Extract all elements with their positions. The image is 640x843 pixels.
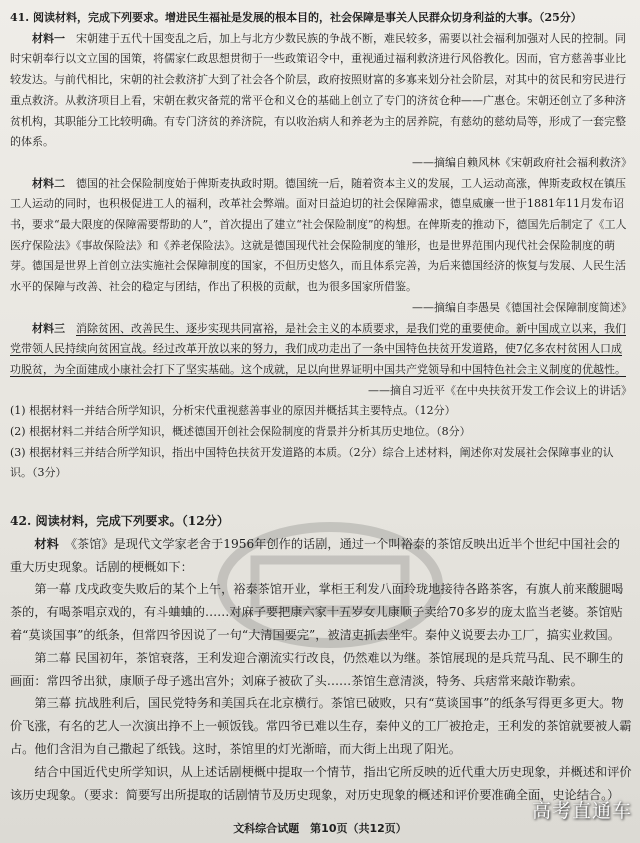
- question-41: [10, 8, 632, 484]
- material-2-label: 材料二: [32, 176, 65, 190]
- page-footer: 文科综合试题 第10页（共12页）: [233, 822, 407, 835]
- material-2-text: 德国的社会保险制度始于俾斯麦执政时期。德国统一后，随着资本主义的发展，工人运动高涨，俾斯麦政权在镇压工人运动的同时，也积极促进工人的福利，改革社会弊端。面对日益迫切的社会保障需求，德皇威廉一世于1881年11月发布诏书，要求“最大限度的保障需要帮助的人”，首次提出了建立“社会保险制度”的构想。在俾斯麦的推动下，德国先后制定了《工人医疗保险法》《事故保险法》和《养老保险法》。这就是德国现代社会保险制度的雏形，也是世界范围内现代社会保险制度的萌芽。德国是世界上首创立法实施社会保障制度的国家，不但历史悠久，而且体系完善，为后来德国经济的恢复与发展、人民生活水平的保障与改善、社会的稳定与团结，作出了积极的贡献，也为很多国家所借鉴。: [10, 176, 627, 294]
- material-3-source: ——摘自习近平《在中央扶贫开发工作会议上的讲话》: [368, 383, 632, 397]
- question-42: [10, 510, 632, 806]
- q41-task-1: (1) 根据材料一并结合所学知识，分析宋代重视慈善事业的原因并概括其主要特点。（12分）: [10, 404, 456, 418]
- q42-heading: 42. 阅读材料，完成下列要求。（12分）: [10, 514, 230, 528]
- material-1-source: ——摘编自赖风林《宋朝政府社会福利救济》: [412, 155, 632, 169]
- q42-material: [10, 533, 632, 579]
- q42-act-2: 第二幕 民国初年，茶馆衰落，王利发迎合潮流实行改良，仍然难以为继。茶馆展现的是兵荒马乱、民不聊生的画面：常四爷出狱，康顺子母子逃出宫外；刘麻子被砍了头……茶馆生意清淡，特务、兵痞常来敲诈勒索。: [10, 650, 624, 688]
- material-3-text: 消除贫困、改善民生、逐步实现共同富裕，是社会主义的本质要求，是我们党的重要使命。新中国成立以来，我们党带领人民持续向贫困宣战。经过改革开放以来的努力，我们成功走出了一条中国特色扶贫开发道路，使7亿多农村贫困人口成功脱贫，为全面建成小康社会打下了坚实基础。这个成就，足以向世界证明中国共产党领导和中国特色社会主义制度的优越性。: [10, 321, 626, 376]
- q42-act-3: 第三幕 抗战胜利后，国民党特务和美国兵在北京横行。茶馆已破败，只有“莫谈国事”的纸条写得更多更大。物价飞涨，有名的艺人一次演出挣不上一顿饭钱。常四爷已难以生存，秦仲义的工厂被抢走，王利发的茶馆就要被人霸占。他们含泪为自己撒起了纸钱。这时，茶馆里的灯光渐暗，而大街上出现了阳光。: [10, 696, 632, 756]
- material-2-source: ——摘编自李愚昊《德国社会保障制度简述》: [412, 300, 632, 314]
- q41-material-3: [10, 319, 632, 381]
- q42-task: 结合中国近代史所学知识，从上述话剧梗概中提取一个情节，指出它所反映的近代重大历史现象，并概述和评价该历史现象。（要求：简要写出所提取的话剧情节及历史现象，对历史现象的概述和评价要准确全面，史论结合。）: [10, 764, 632, 802]
- q41-heading: 41. 阅读材料，完成下列要求。增进民生福祉是发展的根本目的，社会保障是事关人民群众切身利益的大事。（25分）: [10, 11, 582, 24]
- material-3-label: 材料三: [32, 321, 65, 335]
- material-1-label: 材料一: [32, 31, 65, 45]
- q42-act-1: 第一幕 戊戌政变失败后的某个上午，裕泰茶馆开业，掌柜王利发八面玲珑地接待各路茶客，有旗人前来酸腿喝茶的，有喝茶唱京戏的，有斗蛐蛐的……对麻子要把康六家十五岁女儿康顺子卖给70多岁的庞太监当老婆。茶馆贴着“莫谈国事”的纸条，但常四爷因说了一句“大清国要完”，被清吏抓去坐牢。秦仲义说要去办工厂，搞实业救国。: [10, 582, 624, 642]
- q42-material-intro: 《茶馆》是现代文学家老舍于1956年创作的话剧，通过一个叫裕泰的茶馆反映出近半个世纪中国社会的重大历史现象。话剧的梗概如下：: [10, 536, 620, 574]
- q41-task-2: (2) 根据材料二并结合所学知识，概述德国开创社会保险制度的背景并分析其历史地位。（8分）: [10, 425, 471, 439]
- q41-material-1: [10, 29, 632, 153]
- watermark-text: 高考直通车: [531, 800, 632, 822]
- q41-task-3: (3) 根据材料三并结合所学知识，指出中国特色扶贫开发道路的本质。（2分）综合上述材料，阐述你对发展社会保障事业的认识。（3分）: [10, 445, 614, 480]
- q41-material-2: [10, 174, 632, 298]
- q42-material-label: 材料: [34, 536, 59, 551]
- material-1-text: 宋朝建于五代十国变乱之后，加上与北方少数民族的争战不断，难民较多，需要以社会福利加强对人民的控制。同时宋朝奉行以文立国的国策，将儒家仁政思想贯彻于一些政策诏令中，重视通过福利救济进行风俗教化。因而，官方慈善事业比较发达。与前代相比，宋朝的社会救济扩大到了社会各个阶层，政府按照财富的多寡来划分社会阶层，对其中的贫民和穷民进行重点救济。从救济项目上看，宋朝在救灾备荒的常平仓和义仓的基础上创立了专门的济贫仓种——广惠仓。宋朝还创立了多种济贫机构，其职能分工比较明确。有专门济贫的养济院，有以收治病人和养老为主的居养院，有慈幼的慈幼局等，形成了一套完整的体系。: [10, 31, 626, 149]
